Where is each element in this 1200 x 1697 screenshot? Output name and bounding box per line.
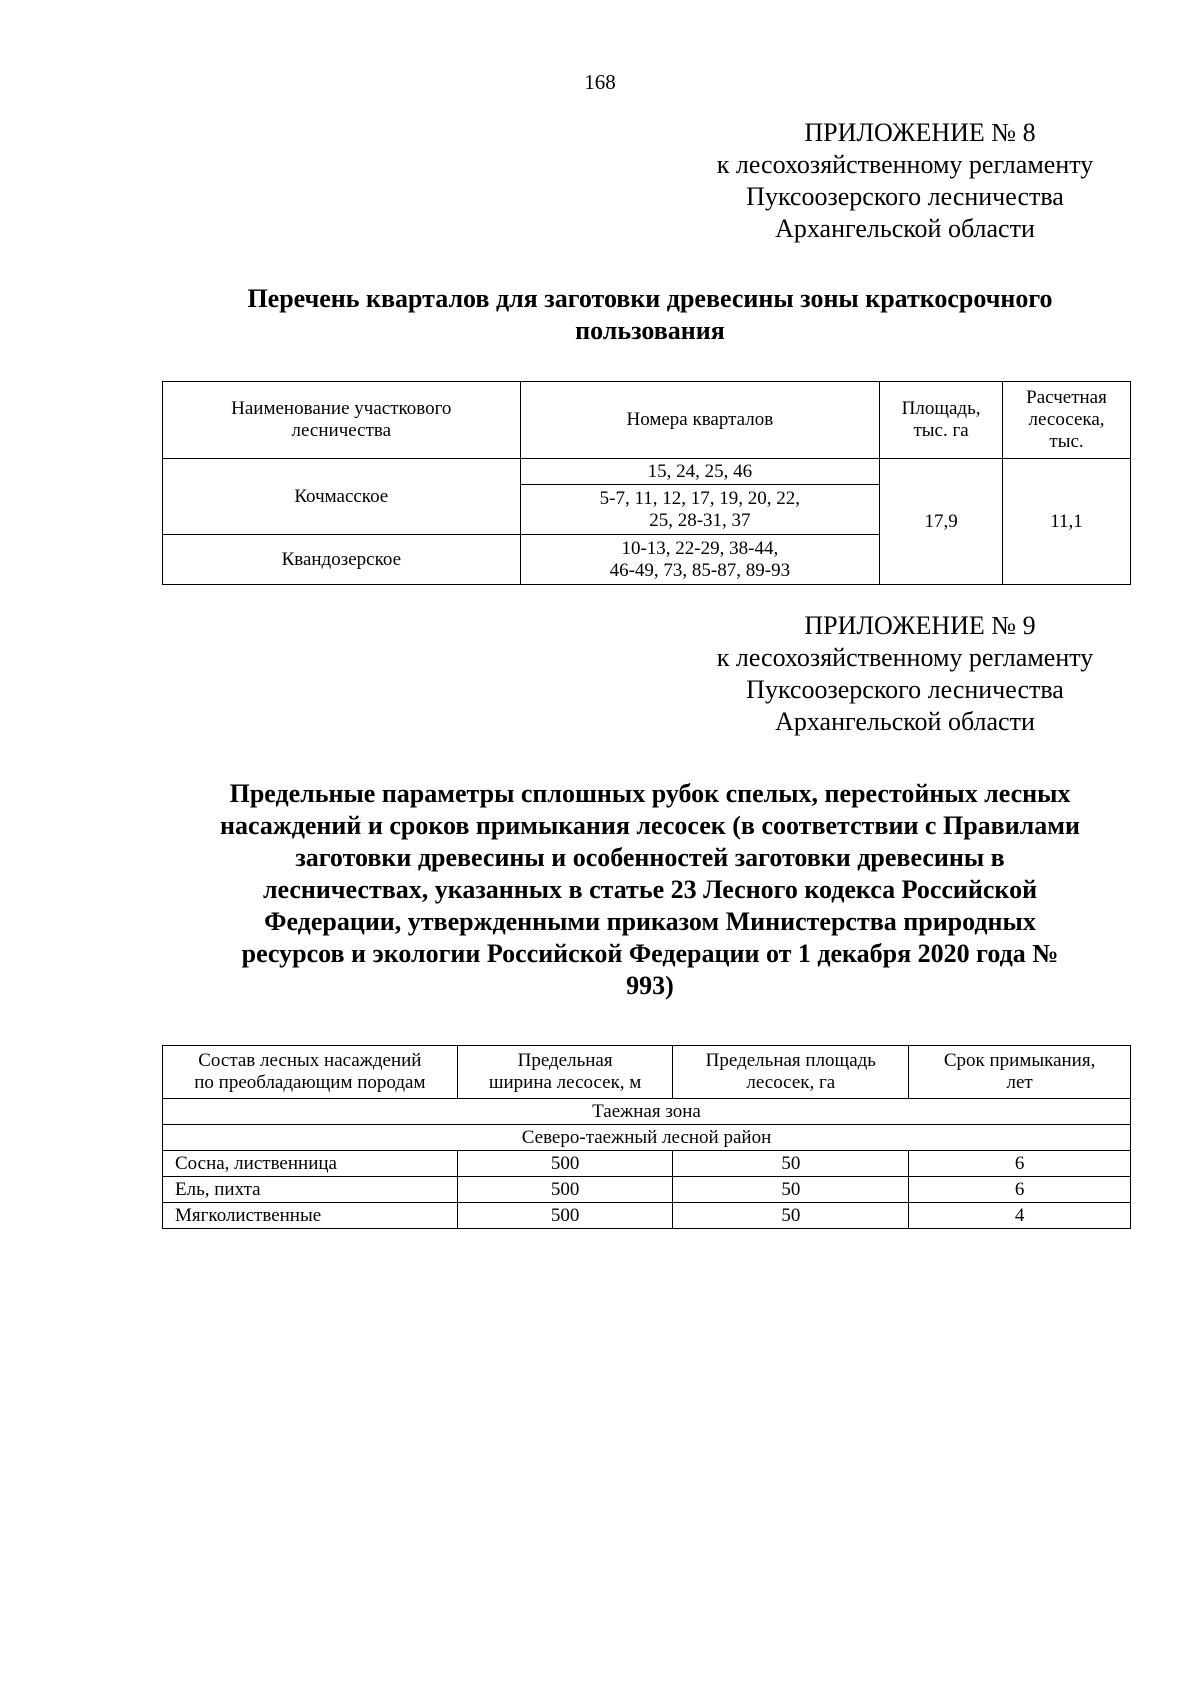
table-2-title (160, 778, 1140, 1002)
header-text: тыс. га (913, 420, 969, 441)
width-cell: 500 (457, 1203, 673, 1229)
page-number: 168 (584, 70, 616, 94)
table-1-title-line: Перечень кварталов для заготовки древесины зоны краткосрочного (247, 284, 1053, 313)
header-area (673, 1046, 909, 1099)
term-cell: 6 (909, 1151, 1131, 1177)
header-text: лесосек, га (746, 1072, 836, 1093)
table-2-title-line: насаждений и сроков примыкания лесосек (в соответствии с Правилами (220, 811, 1080, 840)
appendix-8-line: Архангельской области (775, 214, 1035, 243)
header-area (880, 382, 1003, 459)
table-2-title-line: заготовки древесины и особенностей заготовки древесины в (295, 843, 1005, 872)
area-value: 17,9 (880, 459, 1003, 585)
header-text: Срок примыкания, (943, 1050, 1096, 1071)
zone-cell: Таежная зона (163, 1099, 1131, 1125)
area-cell: 50 (673, 1151, 909, 1177)
header-quarters: Номера кварталов (520, 382, 880, 459)
district-name-kvandozerskoe: Квандозерское (163, 535, 521, 585)
table-1-title (160, 283, 1140, 347)
quarters-cell (520, 485, 880, 535)
table-header-row (163, 1046, 1131, 1099)
appendix-9-line: к лесохозяйственному регламенту (716, 643, 1094, 672)
zone-row (163, 1099, 1131, 1125)
table-row (163, 1177, 1131, 1203)
term-cell: 6 (909, 1177, 1131, 1203)
quarters-cell (520, 535, 880, 585)
appendix-9-line: Архангельской области (775, 707, 1035, 736)
header-width (457, 1046, 673, 1099)
table-row (163, 1151, 1131, 1177)
header-cutting (1003, 382, 1131, 459)
table-row (163, 459, 1131, 485)
table-row (163, 1203, 1131, 1229)
header-composition (163, 1046, 458, 1099)
appendix-8-number: ПРИЛОЖЕНИЕ № 8 (804, 118, 1036, 147)
table-2-title-line: ресурсов и экологии Российской Федерации от 1 декабря 2020 года № (241, 939, 1059, 968)
header-text: Предельная (517, 1050, 613, 1071)
header-district (163, 382, 521, 459)
quarters-cell: 15, 24, 25, 46 (520, 459, 880, 485)
species-cell: Сосна, лиственница (163, 1151, 458, 1177)
term-cell: 4 (909, 1203, 1131, 1229)
appendix-8-line: Пуксоозерского лесничества (746, 182, 1064, 211)
header-text: ширина лесосек, м (488, 1072, 642, 1093)
quarters-text: 25, 28-31, 37 (649, 509, 751, 531)
area-cell: 50 (673, 1203, 909, 1229)
header-text: по преобладающим породам (194, 1072, 426, 1093)
appendix-8-header (660, 117, 1150, 245)
header-text: лесничества (291, 420, 392, 441)
table-header-row (163, 382, 1131, 459)
species-cell: Ель, пихта (163, 1177, 458, 1203)
width-cell: 500 (457, 1151, 673, 1177)
table-2-title-line: 993) (626, 971, 674, 1000)
quarters-text: 5-7, 11, 12, 17, 19, 20, 22, (599, 487, 801, 509)
region-cell: Северо-таежный лесной район (163, 1125, 1131, 1151)
species-cell: Мягколиственные (163, 1203, 458, 1229)
appendix-9-line: Пуксоозерского лесничества (746, 675, 1064, 704)
header-text: Площадь, (901, 398, 981, 419)
area-cell: 50 (673, 1177, 909, 1203)
header-text: Наименование участкового (231, 398, 452, 419)
header-adjacency (909, 1046, 1131, 1099)
district-name-kochmasskoe: Кочмасское (163, 459, 521, 535)
quarters-text: 46-49, 73, 85-87, 89-93 (609, 559, 791, 581)
header-text: Предельная площадь (705, 1050, 876, 1071)
clearcut-parameters-table (162, 1045, 1131, 1229)
quarters-text: 10-13, 22-29, 38-44, (621, 537, 779, 559)
header-text: Состав лесных насаждений (198, 1050, 422, 1071)
table-2-title-line: Предельные параметры сплошных рубок спелых, перестойных лесных (229, 779, 1071, 808)
appendix-8-line: к лесохозяйственному регламенту (716, 150, 1094, 179)
region-row (163, 1125, 1131, 1151)
appendix-9-header (660, 610, 1150, 738)
header-text: тыс. (1049, 431, 1084, 452)
table-2-title-line: Федерации, утвержденными приказом Министерства природных (264, 907, 1036, 936)
table-2-title-line: лесничествах, указанных в статье 23 Лесного кодекса Российской (262, 875, 1038, 904)
width-cell: 500 (457, 1177, 673, 1203)
header-text: лесосека, (1028, 409, 1105, 430)
cutting-value: 11,1 (1003, 459, 1131, 585)
header-text: лет (1006, 1072, 1033, 1093)
appendix-9-number: ПРИЛОЖЕНИЕ № 9 (804, 611, 1036, 640)
header-text: Расчетная (1026, 387, 1107, 408)
quarters-table (162, 381, 1131, 585)
table-1-title-line: пользования (575, 316, 725, 345)
